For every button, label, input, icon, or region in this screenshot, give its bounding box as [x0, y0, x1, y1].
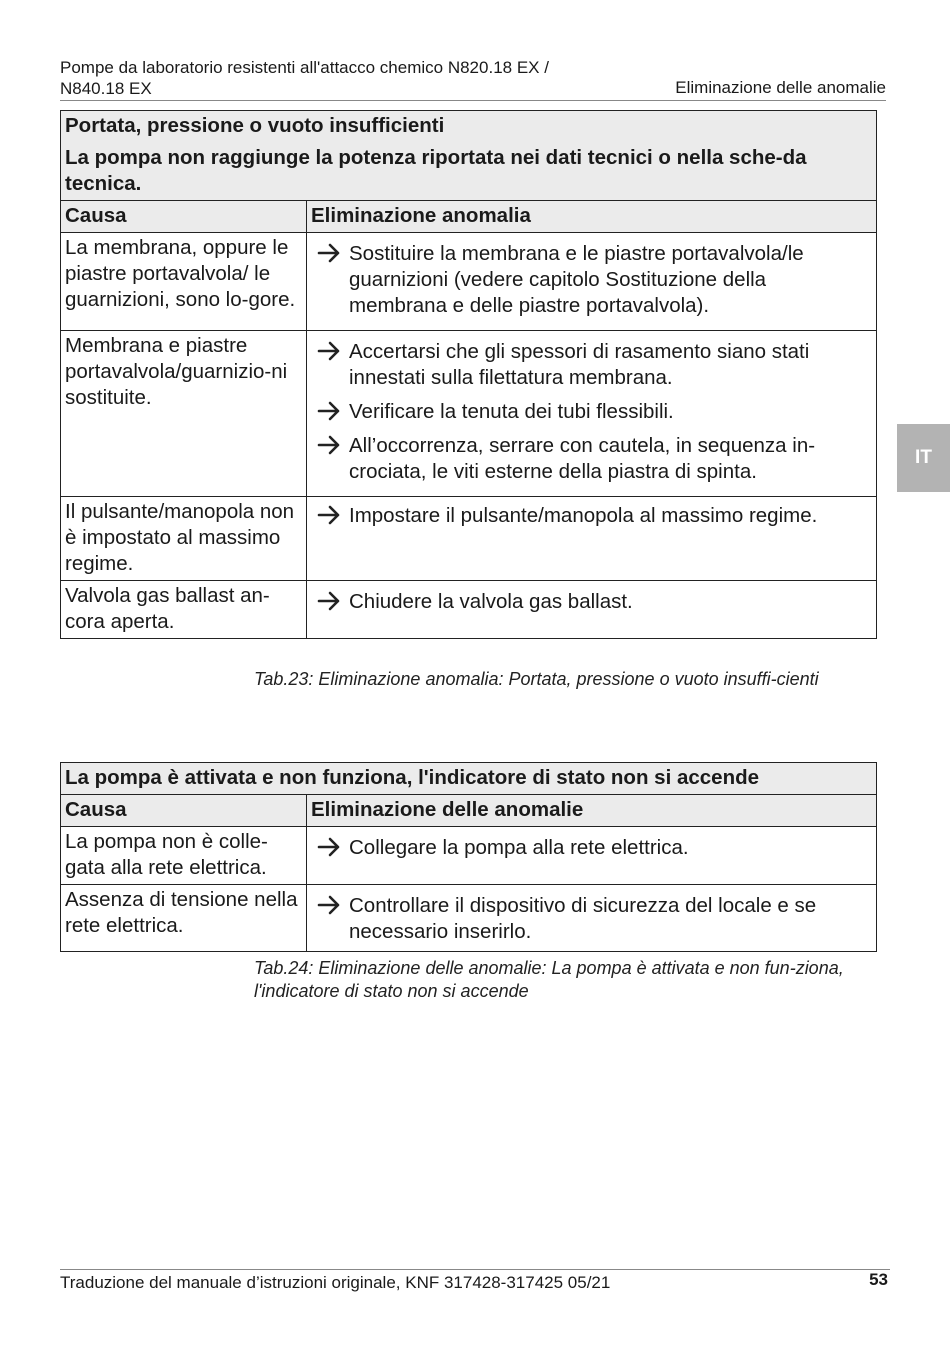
remedy-step — [317, 241, 868, 319]
remedy-text: Accertarsi che gli spessori di rasamento siano stati innestati sulla filettatura membrana. — [349, 340, 810, 389]
table-title-row — [61, 763, 877, 795]
troubleshooting-table-23 — [60, 110, 877, 639]
column-header-remedy: Eliminazione delle anomalie — [307, 795, 877, 827]
table-row — [61, 827, 877, 885]
arrow-right-icon — [317, 893, 349, 945]
footer-text: Traduzione del manuale d’istruzioni originale, KNF 317428-317425 05/21 — [60, 1273, 611, 1292]
document-title-line-2: N840.18 EX — [60, 79, 152, 98]
remedy-step — [317, 503, 868, 529]
remedy-text: All’occorrenza, serrare con cautela, in sequenza in-crociata, le viti esterne della piastra di spinta. — [349, 434, 816, 483]
remedy-cell — [307, 581, 877, 639]
page-number: 53 — [869, 1270, 888, 1289]
cause-cell: Il pulsante/manopola non è impostato al massimo regime. — [61, 497, 307, 581]
cause-cell: La membrana, oppure le piastre portavalvola/ le guarnizioni, sono lo-gore. — [61, 233, 307, 331]
remedy-cell — [307, 497, 877, 581]
cause-cell: Valvola gas ballast an-cora aperta. — [61, 581, 307, 639]
remedy-text: Sostituire la membrana e le piastre portavalvola/le guarnizioni (vedere capitolo Sostituzione della membrana e delle piastre portavalvola). — [349, 242, 804, 317]
table-title-cell — [61, 111, 877, 201]
remedy-cell — [307, 885, 877, 952]
arrow-right-icon — [317, 433, 349, 485]
table-caption-24: Tab.24: Eliminazione delle anomalie: La pompa è attivata e non fun-ziona, l'indicatore di stato non si accende — [254, 958, 844, 1001]
cause-cell: La pompa non è colle-gata alla rete elettrica. — [61, 827, 307, 885]
arrow-right-icon — [317, 589, 349, 615]
footer-divider — [60, 1269, 890, 1270]
header-divider — [60, 100, 886, 101]
arrow-right-icon — [317, 241, 349, 319]
section-title: Eliminazione delle anomalie — [675, 78, 886, 97]
table-caption-23: Tab.23: Eliminazione anomalia: Portata, pressione o vuoto insuffi-cienti — [254, 669, 819, 689]
arrow-right-icon — [317, 835, 349, 861]
table-title-row — [61, 111, 877, 201]
table-header-row — [61, 795, 877, 827]
arrow-right-icon — [317, 339, 349, 391]
arrow-right-icon — [317, 399, 349, 425]
remedy-step — [317, 893, 868, 945]
remedy-step — [317, 835, 868, 861]
column-header-remedy: Eliminazione anomalia — [307, 201, 877, 233]
language-tab-label: IT — [915, 447, 932, 468]
table-row — [61, 233, 877, 331]
remedy-text: Impostare il pulsante/manopola al massimo regime. — [349, 504, 818, 527]
column-header-cause: Causa — [61, 201, 307, 233]
cause-cell: Assenza di tensione nella rete elettrica. — [61, 885, 307, 952]
remedy-cell — [307, 827, 877, 885]
remedy-step — [317, 589, 868, 615]
table-row — [61, 885, 877, 952]
remedy-step — [317, 339, 868, 391]
remedy-text: Verificare la tenuta dei tubi flessibili. — [349, 400, 674, 423]
table-row — [61, 581, 877, 639]
remedy-text: Controllare il dispositivo di sicurezza del locale e se necessario inserirlo. — [349, 894, 817, 943]
remedy-cell — [307, 331, 877, 497]
remedy-step — [317, 433, 868, 485]
table-row — [61, 331, 877, 497]
remedy-text: Chiudere la valvola gas ballast. — [349, 590, 633, 613]
column-header-cause: Causa — [61, 795, 307, 827]
remedy-text: Collegare la pompa alla rete elettrica. — [349, 836, 689, 859]
cause-cell: Membrana e piastre portavalvola/guarnizio-ni sostituite. — [61, 331, 307, 497]
table-title: Portata, pressione o vuoto insufficienti — [65, 114, 445, 137]
arrow-right-icon — [317, 503, 349, 529]
remedy-cell — [307, 233, 877, 331]
document-title — [60, 57, 620, 99]
troubleshooting-table-24 — [60, 762, 877, 952]
table-subtitle: La pompa non raggiunge la potenza riportata nei dati tecnici o nella sche-da tecnica. — [65, 146, 807, 195]
document-title-line-1: Pompe da laboratorio resistenti all'attacco chemico N820.18 EX / — [60, 58, 549, 77]
remedy-step — [317, 399, 868, 425]
table-row — [61, 497, 877, 581]
language-tab — [897, 424, 950, 492]
table-header-row — [61, 201, 877, 233]
table-title: La pompa è attivata e non funziona, l'indicatore di stato non si accende — [61, 763, 877, 795]
